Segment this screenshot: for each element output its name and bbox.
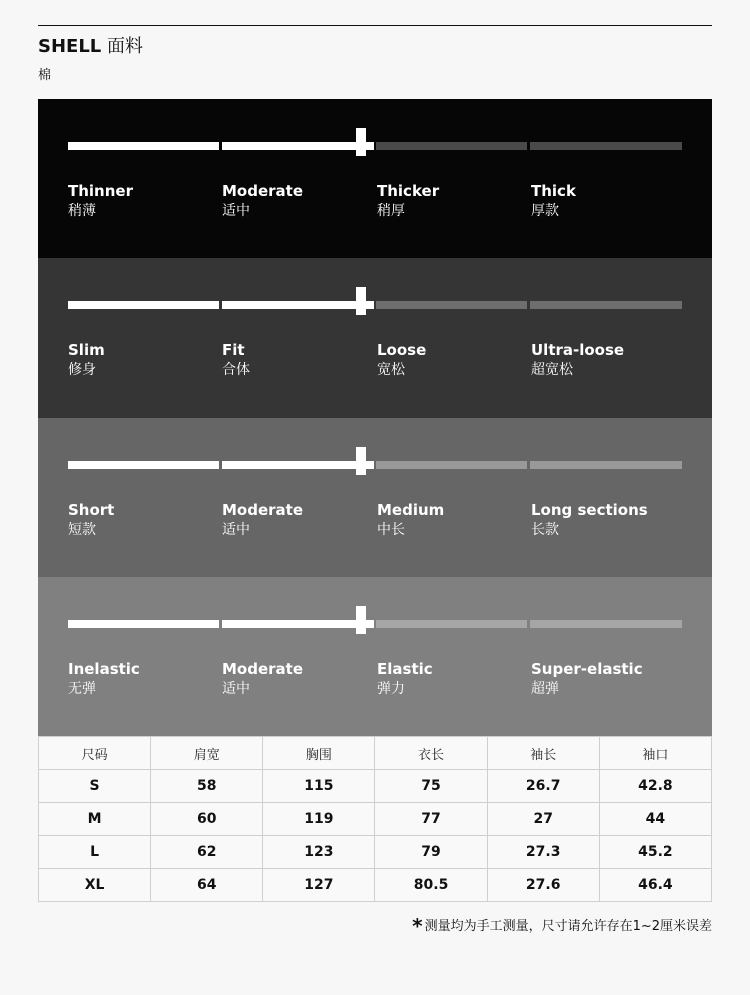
table-cell: 77 [375,803,487,836]
top-divider [38,25,712,26]
fit-panel [38,258,712,418]
level-label-en: Elastic [377,660,433,678]
scale-segment [222,620,373,628]
level-label-zh: 长款 [531,522,559,538]
level-label [222,340,372,380]
table-cell: 44 [599,803,711,836]
level-label-en: Slim [68,341,105,359]
level-label [531,659,681,699]
header-shoulder: 肩宽 [151,737,263,770]
table-cell: S [39,770,151,803]
level-label [377,659,527,699]
table-cell: 115 [263,770,375,803]
level-marker-arm [366,301,374,309]
scale-segment [376,301,527,309]
scale-segment [222,142,373,150]
level-label [377,500,527,540]
scale-segment [222,301,373,309]
attribute-panels [38,99,712,736]
level-label-en: Moderate [222,501,304,519]
level-label-en: Short [68,501,115,519]
level-label [222,659,372,699]
level-label [68,500,218,540]
table-row [39,836,712,869]
table-cell: 27.6 [487,869,599,902]
scale-segment [530,142,682,150]
header-size: 尺码 [39,737,151,770]
scale-segment [530,301,682,309]
table-row [39,869,712,902]
level-label-en: Long sections [531,501,648,519]
level-label-zh: 稍厚 [377,203,405,219]
level-label [222,181,372,221]
header-sleeve: 袖长 [487,737,599,770]
level-label-zh: 合体 [222,362,250,378]
scale-segment [68,620,219,628]
table-cell: 27 [487,803,599,836]
level-label [377,340,527,380]
level-scale [68,301,682,309]
asterisk-icon: * [412,914,423,938]
table-cell: 27.3 [487,836,599,869]
level-marker [356,447,366,475]
level-label-zh: 短款 [68,522,96,538]
header-chest: 胸围 [263,737,375,770]
table-cell: 42.8 [599,770,711,803]
scale-segment [530,620,682,628]
level-label-zh: 稍薄 [68,203,96,219]
level-label [377,181,527,221]
level-label [531,181,681,221]
page-title [38,35,143,59]
level-label-en: Inelastic [68,660,140,678]
level-label-zh: 弹力 [377,681,405,697]
level-label [222,500,372,540]
level-label-en: Fit [222,341,245,359]
table-cell: 119 [263,803,375,836]
level-label-en: Thicker [377,182,440,200]
scale-segment [376,620,527,628]
material-label: 棉 [38,68,52,83]
title-zh: 面料 [107,36,143,57]
level-label-zh: 厚款 [531,203,559,219]
table-cell: 26.7 [487,770,599,803]
measurement-note [412,915,712,938]
level-label-zh: 无弹 [68,681,96,697]
level-marker [356,128,366,156]
scale-segment [68,301,219,309]
table-cell: 123 [263,836,375,869]
level-label [531,340,681,380]
level-label-zh: 超弹 [531,681,559,697]
level-label-zh: 超宽松 [531,362,573,378]
table-cell: 79 [375,836,487,869]
level-marker-arm [366,142,374,150]
level-scale [68,461,682,469]
level-scale [68,620,682,628]
level-label [68,340,218,380]
level-label-en: Thick [531,182,576,200]
level-label-en: Medium [377,501,445,519]
level-label-zh: 修身 [68,362,96,378]
level-label-en: Thinner [68,182,133,200]
level-label-en: Moderate [222,182,304,200]
header-length: 衣长 [375,737,487,770]
table-cell: 75 [375,770,487,803]
table-row [39,803,712,836]
thickness-panel [38,99,712,258]
header-cuff: 袖口 [599,737,711,770]
level-scale [68,142,682,150]
table-cell: 80.5 [375,869,487,902]
table-cell: 64 [151,869,263,902]
level-label [531,500,681,540]
scale-segment [530,461,682,469]
note-text: 测量均为手工测量，尺寸请允许存在1~2厘米误差 [424,919,712,934]
level-label-zh: 适中 [222,681,250,697]
table-cell: XL [39,869,151,902]
elasticity-panel [38,577,712,736]
scale-segment [222,461,373,469]
table-cell: 60 [151,803,263,836]
level-label-zh: 宽松 [377,362,405,378]
level-marker [356,606,366,634]
size-table [38,736,712,902]
table-cell: M [39,803,151,836]
table-cell: 45.2 [599,836,711,869]
level-label-en: Moderate [222,660,304,678]
level-marker-arm [366,461,374,469]
level-label [68,659,218,699]
level-label-zh: 中长 [377,522,405,538]
level-label [68,181,218,221]
table-header-row [39,737,712,770]
level-marker-arm [366,620,374,628]
level-marker [356,287,366,315]
title-en: SHELL [38,36,102,57]
table-cell: 58 [151,770,263,803]
length-panel [38,418,712,577]
table-cell: 127 [263,869,375,902]
table-cell: 46.4 [599,869,711,902]
scale-segment [68,142,219,150]
table-cell: 62 [151,836,263,869]
table-cell: L [39,836,151,869]
level-label-en: Loose [377,341,427,359]
level-label-en: Super-elastic [531,660,643,678]
scale-segment [376,142,527,150]
table-row [39,770,712,803]
level-label-en: Ultra-loose [531,341,625,359]
scale-segment [68,461,219,469]
level-label-zh: 适中 [222,203,250,219]
level-label-zh: 适中 [222,522,250,538]
scale-segment [376,461,527,469]
